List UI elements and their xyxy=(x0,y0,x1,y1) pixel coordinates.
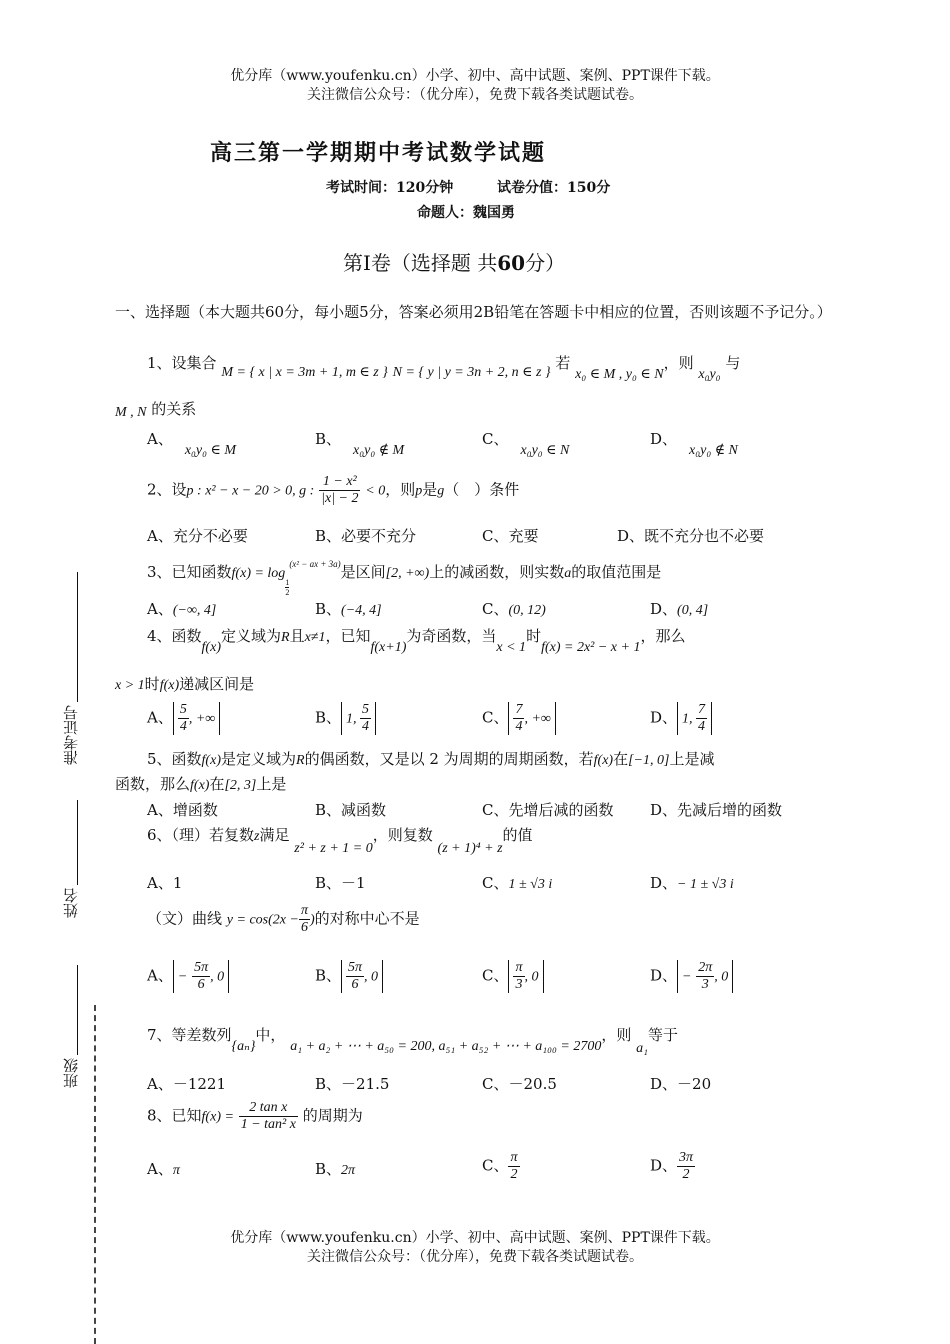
q2-p2: p xyxy=(415,483,423,499)
q3-option-b-label: B、 xyxy=(315,600,342,618)
q4-c-rest: , +∞ xyxy=(524,711,551,727)
q6-wa-rest: , 0 xyxy=(210,969,225,985)
q4-option-a xyxy=(147,702,220,735)
q7-stem-c: ，则 xyxy=(601,1026,632,1044)
q4-stem-i: 递减区间是 xyxy=(179,675,255,693)
q6-wen-option-d xyxy=(650,960,733,993)
q3-option-a-label: A、 xyxy=(147,600,173,618)
q1-mn: M , N xyxy=(115,405,147,420)
q6-wen-option-c xyxy=(482,960,544,993)
q1-prod: x₀y₀ xyxy=(698,367,721,382)
q3-stem xyxy=(147,559,661,597)
q4-option-d-interval xyxy=(677,702,712,735)
q2-stem-d: （ ）条件 xyxy=(444,480,520,499)
q5-stem-f: 函数，那么 xyxy=(115,775,191,793)
page-title: 高三第一学期期中考试数学试题 xyxy=(210,140,547,166)
q3-base-num: 1 xyxy=(285,578,290,587)
q4-option-a-label: A、 xyxy=(147,708,173,727)
q8-option-c-frac xyxy=(508,1150,519,1183)
q2-option-c: C、充要 xyxy=(482,527,539,545)
q7-option-a: A、－1221 xyxy=(147,1075,227,1093)
q3-option-d xyxy=(650,598,708,619)
q4-option-d-label: D、 xyxy=(650,708,678,727)
q6-wc-den: 3 xyxy=(515,977,523,992)
q4-c-den: 4 xyxy=(515,719,523,734)
exam-author: 命题人：魏国勇 xyxy=(417,205,515,221)
exam-time: 考试时间：120分钟 xyxy=(326,180,454,196)
q3-option-d-math: (0, 4] xyxy=(677,603,709,618)
q6-wd-rest: , 0 xyxy=(714,969,729,985)
q1-stem-a: 1、设集合 xyxy=(147,354,217,372)
q6-pi: π xyxy=(300,903,308,918)
q1-option-c-label: C、 xyxy=(482,430,509,448)
q5-option-d: D、先减后增的函数 xyxy=(650,801,783,819)
q6-option-c xyxy=(482,872,552,893)
q6-wa-label: A、 xyxy=(147,966,173,985)
q6-wen-a: （文）曲线 xyxy=(147,909,223,928)
q2-stem-c: 是 xyxy=(422,480,438,499)
q4-b-den: 4 xyxy=(362,719,370,734)
q3-stem-d: 的取值范围是 xyxy=(571,563,662,581)
q4-d-num: 7 xyxy=(698,702,706,717)
q6-z: z xyxy=(254,829,260,844)
q5-option-a: A、增函数 xyxy=(147,801,218,819)
q4-a-frac xyxy=(178,702,189,735)
q1-option-b xyxy=(315,428,405,458)
q1-option-d-label: D、 xyxy=(650,430,678,448)
exam-score: 试卷分值：150分 xyxy=(497,180,611,196)
q6-stem-c: ，则复数 xyxy=(372,826,433,844)
q5-fx3: f(x) xyxy=(190,778,210,793)
q8-stem-b: 的周期为 xyxy=(302,1106,363,1125)
q8-option-a-label: A、 xyxy=(147,1160,173,1178)
q8-den: 1 − tan² x xyxy=(240,1117,296,1132)
q2-option-b: B、必要不充分 xyxy=(315,527,417,545)
q2-frac-num: 1 − x² xyxy=(319,474,360,491)
q7-option-c: C、－20.5 xyxy=(482,1075,557,1093)
q8-stem xyxy=(147,1100,363,1133)
q8-option-b-label: B、 xyxy=(315,1160,342,1178)
q4-cond: x≠1 xyxy=(304,630,326,645)
section-title xyxy=(343,247,565,276)
q1-stem-e: 的关系 xyxy=(151,400,197,418)
q4-option-a-interval xyxy=(173,702,220,735)
q6-wen-stem xyxy=(147,903,420,936)
footer-line-2: 关注微信公众号：（优分库），免费下载各类试题试卷。 xyxy=(307,1249,643,1265)
q6-wb-num: 5π xyxy=(348,960,363,975)
q7-cond: a₁ + a₂ + ⋯ + a₅₀ = 200, a₅₁ + a₅₂ + ⋯ + a₁₀₀ = 2700 xyxy=(290,1039,602,1054)
exam-id-line xyxy=(77,572,78,702)
q6-option-c-label: C、 xyxy=(482,874,509,892)
q4-stem-c: 且 xyxy=(289,627,305,645)
q4-option-d xyxy=(650,702,712,735)
section-title-num: 60 xyxy=(497,251,526,275)
q2-stem-a: 2、设 xyxy=(147,480,187,499)
q8-stem-a: 8、已知 xyxy=(147,1106,202,1125)
header-line-1: 优分库（www.youfenku.cn）小学、初中、高中试题、案例、PPT课件下载。 xyxy=(230,68,720,84)
q7-stem-a: 7、等差数列 xyxy=(147,1026,232,1044)
q4-a-den: 4 xyxy=(179,719,187,734)
q2-g2: g xyxy=(437,483,445,499)
q1-option-a xyxy=(147,428,237,458)
q4-gt1: x > 1 xyxy=(115,678,145,693)
q5-option-b: B、减函数 xyxy=(315,801,387,819)
q6-wa-point xyxy=(173,960,229,993)
q4-stem-f: 时 xyxy=(526,627,542,645)
q4-d-rest: 1, xyxy=(682,711,697,727)
q8-option-d-label: D、 xyxy=(650,1156,678,1175)
q6-curve-frac xyxy=(299,903,310,936)
q4-option-c-interval xyxy=(508,702,555,735)
q4-b-frac xyxy=(360,702,371,735)
q8-option-a-math: π xyxy=(172,1163,180,1178)
q4-fx2: f(x) xyxy=(159,678,180,693)
q4-lt1: x < 1 xyxy=(496,640,527,655)
q1-option-c xyxy=(482,428,570,458)
q5-fx2: f(x) xyxy=(593,753,614,768)
q3-exp: (x² − ax + 3a) xyxy=(289,559,341,569)
q5-stem-line2 xyxy=(115,773,286,794)
instructions: 一、选择题（本大题共60分，每小题5分，答案必须用2B铅笔在答题卡中相应的位置，否则该题不予记分。） xyxy=(115,303,832,321)
q2-option-a: A、充分不必要 xyxy=(147,527,248,545)
q3-option-c xyxy=(482,598,546,619)
q3-interval: [2, +∞) xyxy=(385,566,430,581)
q2-fraction xyxy=(319,474,360,507)
q6-stem-d: 的值 xyxy=(502,826,533,844)
q8-num: 2 tan x xyxy=(239,1100,298,1117)
q6-option-b: B、－1 xyxy=(315,874,366,892)
q6-wc-frac xyxy=(513,960,524,993)
q7-stem xyxy=(147,1024,679,1056)
q6-wb-frac xyxy=(346,960,364,993)
q8-d-den: 2 xyxy=(682,1167,690,1182)
q7-seq: {aₙ} xyxy=(231,1039,256,1054)
q5-stem-e: 上是减 xyxy=(669,750,715,768)
q6-wb-den: 6 xyxy=(351,977,359,992)
q4-a-num: 5 xyxy=(179,702,187,717)
q5-stem-b: 是定义域为 xyxy=(220,750,296,768)
q6-option-a: A、1 xyxy=(147,874,183,892)
q6-option-d-label: D、 xyxy=(650,874,678,892)
q6-wa-minus: − xyxy=(177,969,188,985)
q4-stem-h: 时 xyxy=(144,675,160,693)
class-label: 班级 xyxy=(62,1058,80,1088)
q6-wc-rest: , 0 xyxy=(524,969,539,985)
q1-stem-b: 若 xyxy=(555,354,571,372)
q3-option-a-math: (−∞, 4] xyxy=(172,603,217,618)
q5-option-c: C、先增后减的函数 xyxy=(482,801,614,819)
q5-stem-d: 在 xyxy=(613,750,629,768)
q4-stem-a: 4、函数 xyxy=(147,627,202,645)
q8-option-b-math: 2π xyxy=(341,1163,356,1178)
name-label: 姓名 xyxy=(62,888,80,918)
q4-d-frac xyxy=(696,702,707,735)
q8-option-c-label: C、 xyxy=(482,1156,509,1175)
class-line xyxy=(77,965,78,1055)
q6-eq: z² + z + 1 = 0 xyxy=(294,841,373,856)
q2-stem xyxy=(147,474,519,507)
q4-stem-b: 定义域为 xyxy=(220,627,281,645)
q3-option-a xyxy=(147,598,216,619)
q3-func: f(x) = log xyxy=(231,566,286,581)
q4-c-frac xyxy=(513,702,524,735)
q1-option-d xyxy=(650,428,738,458)
q5-fx: f(x) xyxy=(201,753,221,768)
q6-wc-label: C、 xyxy=(482,966,509,985)
q1-stem-c: ，则 xyxy=(663,354,694,372)
q7-option-d: D、－20 xyxy=(650,1075,712,1093)
q2-option-d: D、既不充分也不必要 xyxy=(617,527,765,545)
q6-wd-den: 3 xyxy=(701,977,709,992)
section-title-post: 分） xyxy=(525,251,566,275)
q3-option-b xyxy=(315,598,382,619)
q6-wa-num: 5π xyxy=(194,960,209,975)
q8-c-num: π xyxy=(510,1150,518,1165)
q1-option-b-math: x₀y₀ ∉ M xyxy=(353,443,405,458)
q4-stem xyxy=(147,625,686,655)
q6-stem-a: 6、（理）若复数 xyxy=(147,826,255,844)
q6-wc-num: π xyxy=(515,960,523,975)
q6-wen-b: 的对称中心不是 xyxy=(314,909,420,928)
q6-expr: (z + 1)⁴ + z xyxy=(437,841,503,856)
q5-stem-g: 在 xyxy=(209,775,225,793)
section-title-pre: 第Ⅰ卷（选择题 共 xyxy=(343,251,498,275)
q3-stem-a: 3、已知函数 xyxy=(147,563,232,581)
q4-stem-g: ，那么 xyxy=(640,627,686,645)
q6-wd-minus: − xyxy=(682,969,692,985)
q7-option-b: B、－21.5 xyxy=(315,1075,390,1093)
q2-p: p : x² − x − 20 > 0, g : xyxy=(186,483,315,499)
q2-stem-b: ，则 xyxy=(385,480,416,499)
q6-wen-option-a xyxy=(147,960,229,993)
q6-wd-num: 2π xyxy=(698,960,713,975)
q4-stem-line2 xyxy=(115,673,254,694)
binding-dashed-line xyxy=(94,1005,96,1344)
q4-c-num: 7 xyxy=(515,702,523,717)
q5-stem-a: 5、函数 xyxy=(147,750,202,768)
q7-stem-d: 等于 xyxy=(648,1026,679,1044)
q3-option-d-label: D、 xyxy=(650,600,678,618)
q7-a1: a₁ xyxy=(636,1041,649,1056)
q6-wen-option-b xyxy=(315,960,383,993)
q5-R: R xyxy=(296,753,305,768)
q6-curve-b: ) xyxy=(309,912,315,928)
q4-fx: f(x) xyxy=(201,640,221,655)
q3-base-den: 2 xyxy=(285,588,290,597)
q6-wb-rest: , 0 xyxy=(364,969,379,985)
q4-a-rest: , +∞ xyxy=(188,711,216,727)
q6-option-c-math: 1 ± √3 i xyxy=(508,877,553,892)
q5-stem xyxy=(147,748,714,769)
q6-stem-b: 满足 xyxy=(259,826,290,844)
q6-wa-den: 6 xyxy=(197,977,205,992)
q3-stem-c: 上的减函数，则实数 xyxy=(429,563,565,581)
q8-d-num: 3π xyxy=(679,1150,694,1165)
q1-stem-d: 与 xyxy=(725,354,741,372)
q4-def: f(x) = 2x² − x + 1 xyxy=(541,640,641,655)
q3-option-c-math: (0, 12) xyxy=(508,603,546,618)
q4-option-c-label: C、 xyxy=(482,708,509,727)
q8-option-d xyxy=(650,1150,695,1183)
q2-frac-den: |x| − 2 xyxy=(321,491,359,506)
header-line-2: 关注微信公众号：（优分库），免费下载各类试题试卷。 xyxy=(307,87,643,103)
q4-stem-d: ，已知 xyxy=(325,627,371,645)
q6-wc-point xyxy=(508,960,543,993)
q8-fraction xyxy=(239,1100,298,1133)
q4-R: R xyxy=(281,630,290,645)
q8-option-c xyxy=(482,1150,520,1183)
q6-stem xyxy=(147,824,533,856)
q3-stem-b: 是区间 xyxy=(340,563,386,581)
q6-wd-point xyxy=(677,960,733,993)
q8-option-d-frac xyxy=(677,1150,695,1183)
q1-stem-line2 xyxy=(115,398,196,419)
q1-option-a-label: A、 xyxy=(147,430,173,448)
q4-option-b-interval xyxy=(341,702,376,735)
q7-stem-b: 中， xyxy=(255,1026,286,1044)
q8-fx: f(x) = xyxy=(201,1109,234,1125)
q5-stem-h: 上是 xyxy=(256,775,287,793)
q6-wa-frac xyxy=(192,960,210,993)
q6-wd-label: D、 xyxy=(650,966,678,985)
q1-set-m: M = { x | x = 3m + 1, m ∈ z } xyxy=(221,365,388,380)
exam-id-label: 准考证号 xyxy=(62,705,80,765)
q1-option-c-math: x₀y₀ ∈ N xyxy=(520,443,570,458)
q6-six: 6 xyxy=(300,920,308,935)
q4-b-rest: 1, xyxy=(346,711,361,727)
footer-line-1: 优分库（www.youfenku.cn）小学、初中、高中试题、案例、PPT课件下载。 xyxy=(230,1230,720,1246)
q4-d-den: 4 xyxy=(698,719,706,734)
q4-stem-e: 为奇函数，当 xyxy=(406,627,497,645)
q3-var: a xyxy=(564,566,572,581)
q6-option-d xyxy=(650,872,734,893)
q6-option-d-math: − 1 ± √3 i xyxy=(677,877,734,892)
q4-option-c xyxy=(482,702,556,735)
q8-c-den: 2 xyxy=(510,1167,518,1182)
q2-lt: < 0 xyxy=(365,483,386,499)
q1-option-d-math: x₀y₀ ∉ N xyxy=(689,443,738,458)
q3-log-base xyxy=(285,578,289,597)
q1-option-b-label: B、 xyxy=(315,430,342,448)
q6-wd-frac xyxy=(696,960,714,993)
q3-option-b-math: (−4, 4] xyxy=(341,603,382,618)
q8-option-b xyxy=(315,1158,355,1179)
q1-option-a-math: x₀y₀ ∈ M xyxy=(184,443,237,458)
q4-fx1: f(x+1) xyxy=(370,640,407,655)
q5-int1: [−1, 0] xyxy=(628,753,670,768)
q1-stem xyxy=(147,352,741,382)
q1-cond: x₀ ∈ M , y₀ ∈ N xyxy=(575,367,664,382)
q5-int2: [2, 3] xyxy=(224,778,257,793)
q6-curve-a: y = cos(2x − xyxy=(226,912,299,928)
q4-b-num: 5 xyxy=(362,702,370,717)
name-line xyxy=(77,800,78,885)
q4-option-b-label: B、 xyxy=(315,708,342,727)
q6-wb-point xyxy=(341,960,383,993)
q8-option-a xyxy=(147,1158,180,1179)
q3-option-c-label: C、 xyxy=(482,600,509,618)
q6-wb-label: B、 xyxy=(315,966,342,985)
q5-stem-c: 的偶函数，又是以 2 为周期的周期函数，若 xyxy=(304,750,594,768)
q4-option-b xyxy=(315,702,376,735)
q1-set-n: N = { y | y = 3n + 2, n ∈ z } xyxy=(392,365,551,380)
